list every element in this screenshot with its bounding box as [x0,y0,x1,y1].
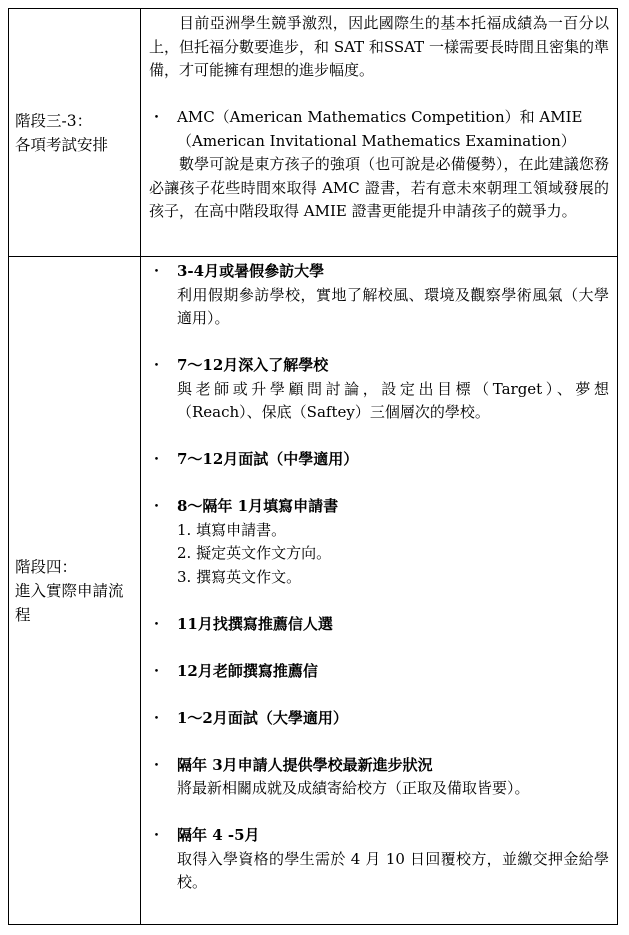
list-item [149,613,609,637]
bullet-icon: ・ [149,450,165,468]
stage-label-cell [9,9,141,257]
list-item [149,354,609,378]
step-title: 11月找撰寫推薦信人選 [177,614,333,633]
bullet-icon: ・ [149,755,165,774]
amc-title: AMC（American Mathematics Competition）和 AMIE [177,108,583,126]
stage-label: 階段四： 進入實際申請流程 [15,557,124,624]
bullet-icon: ・ [149,661,165,680]
list-item [149,707,609,731]
step-title: 隔年 3月申請人提供學校最新進步狀況 [177,755,433,774]
bullet-icon: ・ [149,826,165,844]
list-item [149,754,609,778]
stage-content-cell [141,9,618,257]
step-title: 8～隔年 1月填寫申請書 [177,497,339,515]
step-title: 7～12月面試（中學適用） [177,450,359,468]
bullet-icon: ・ [149,614,165,633]
step-description: 與老師或升學顧問討論，設定出目標（Target）、夢想（Reach）、保底（Saftey）三個層次的學校。 [177,379,609,421]
bullet-icon: ・ [149,708,165,727]
document-table [8,8,618,925]
amc-title-continued: （American Invitational Mathematics Examination） [177,131,576,150]
step-title: 7～12月深入了解學校 [177,356,329,374]
table-row [9,9,618,257]
step-description: 利用假期參訪學校，實地了解校風、環境及觀察學術風氣（大學適用）。 [177,285,609,327]
list-item [149,448,609,472]
step-title: 3-4月或暑假參訪大學 [177,262,325,280]
table-row [9,257,618,925]
step-description: 取得入學資格的學生需於 4 月 10 日回覆校方，並繳交押金給學校。 [177,849,609,891]
toefl-paragraph: 目前亞洲學生競爭激烈，因此國際生的基本托福成績為一百分以上，但托福分數要進步，和 SAT 和SSAT 一樣需要長時間且密集的準備，才可能擁有理想的進步幅度。 [149,14,609,79]
list-item [149,260,609,284]
bullet-icon: ・ [149,356,165,374]
amc-paragraph: 數學可說是東方孩子的強項（也可說是必備優勢），在此建議您務必讓孩子花些時間來取得 AMC 證書，若有意未來朝理工領域發展的孩子，在高中階段取得 AMIE 證書更能提升申請孩子的競爭力。 [149,155,609,220]
numbered-step: 3. 撰寫英文作文。 [177,567,302,586]
list-item [149,824,609,848]
step-title: 隔年 4 -5月 [177,826,260,844]
numbered-step: 1. 填寫申請書。 [177,520,287,539]
stage-label-cell [9,257,141,925]
step-title: 12月老師撰寫推薦信 [177,661,318,680]
list-item [149,495,609,519]
stage-content-cell [141,257,618,925]
step-description: 將最新相關成就及成績寄給校方（正取及備取皆要）。 [177,779,530,797]
bullet-icon: ・ [149,262,165,280]
step-title: 1～2月面試（大學適用） [177,708,348,727]
list-item [149,660,609,684]
stage-label: 階段三-3： 各項考試安排 [15,111,109,154]
bullet-icon: ・ [149,108,165,126]
numbered-step: 2. 擬定英文作文方向。 [177,544,332,562]
bullet-icon: ・ [149,497,165,515]
list-item [149,106,609,130]
